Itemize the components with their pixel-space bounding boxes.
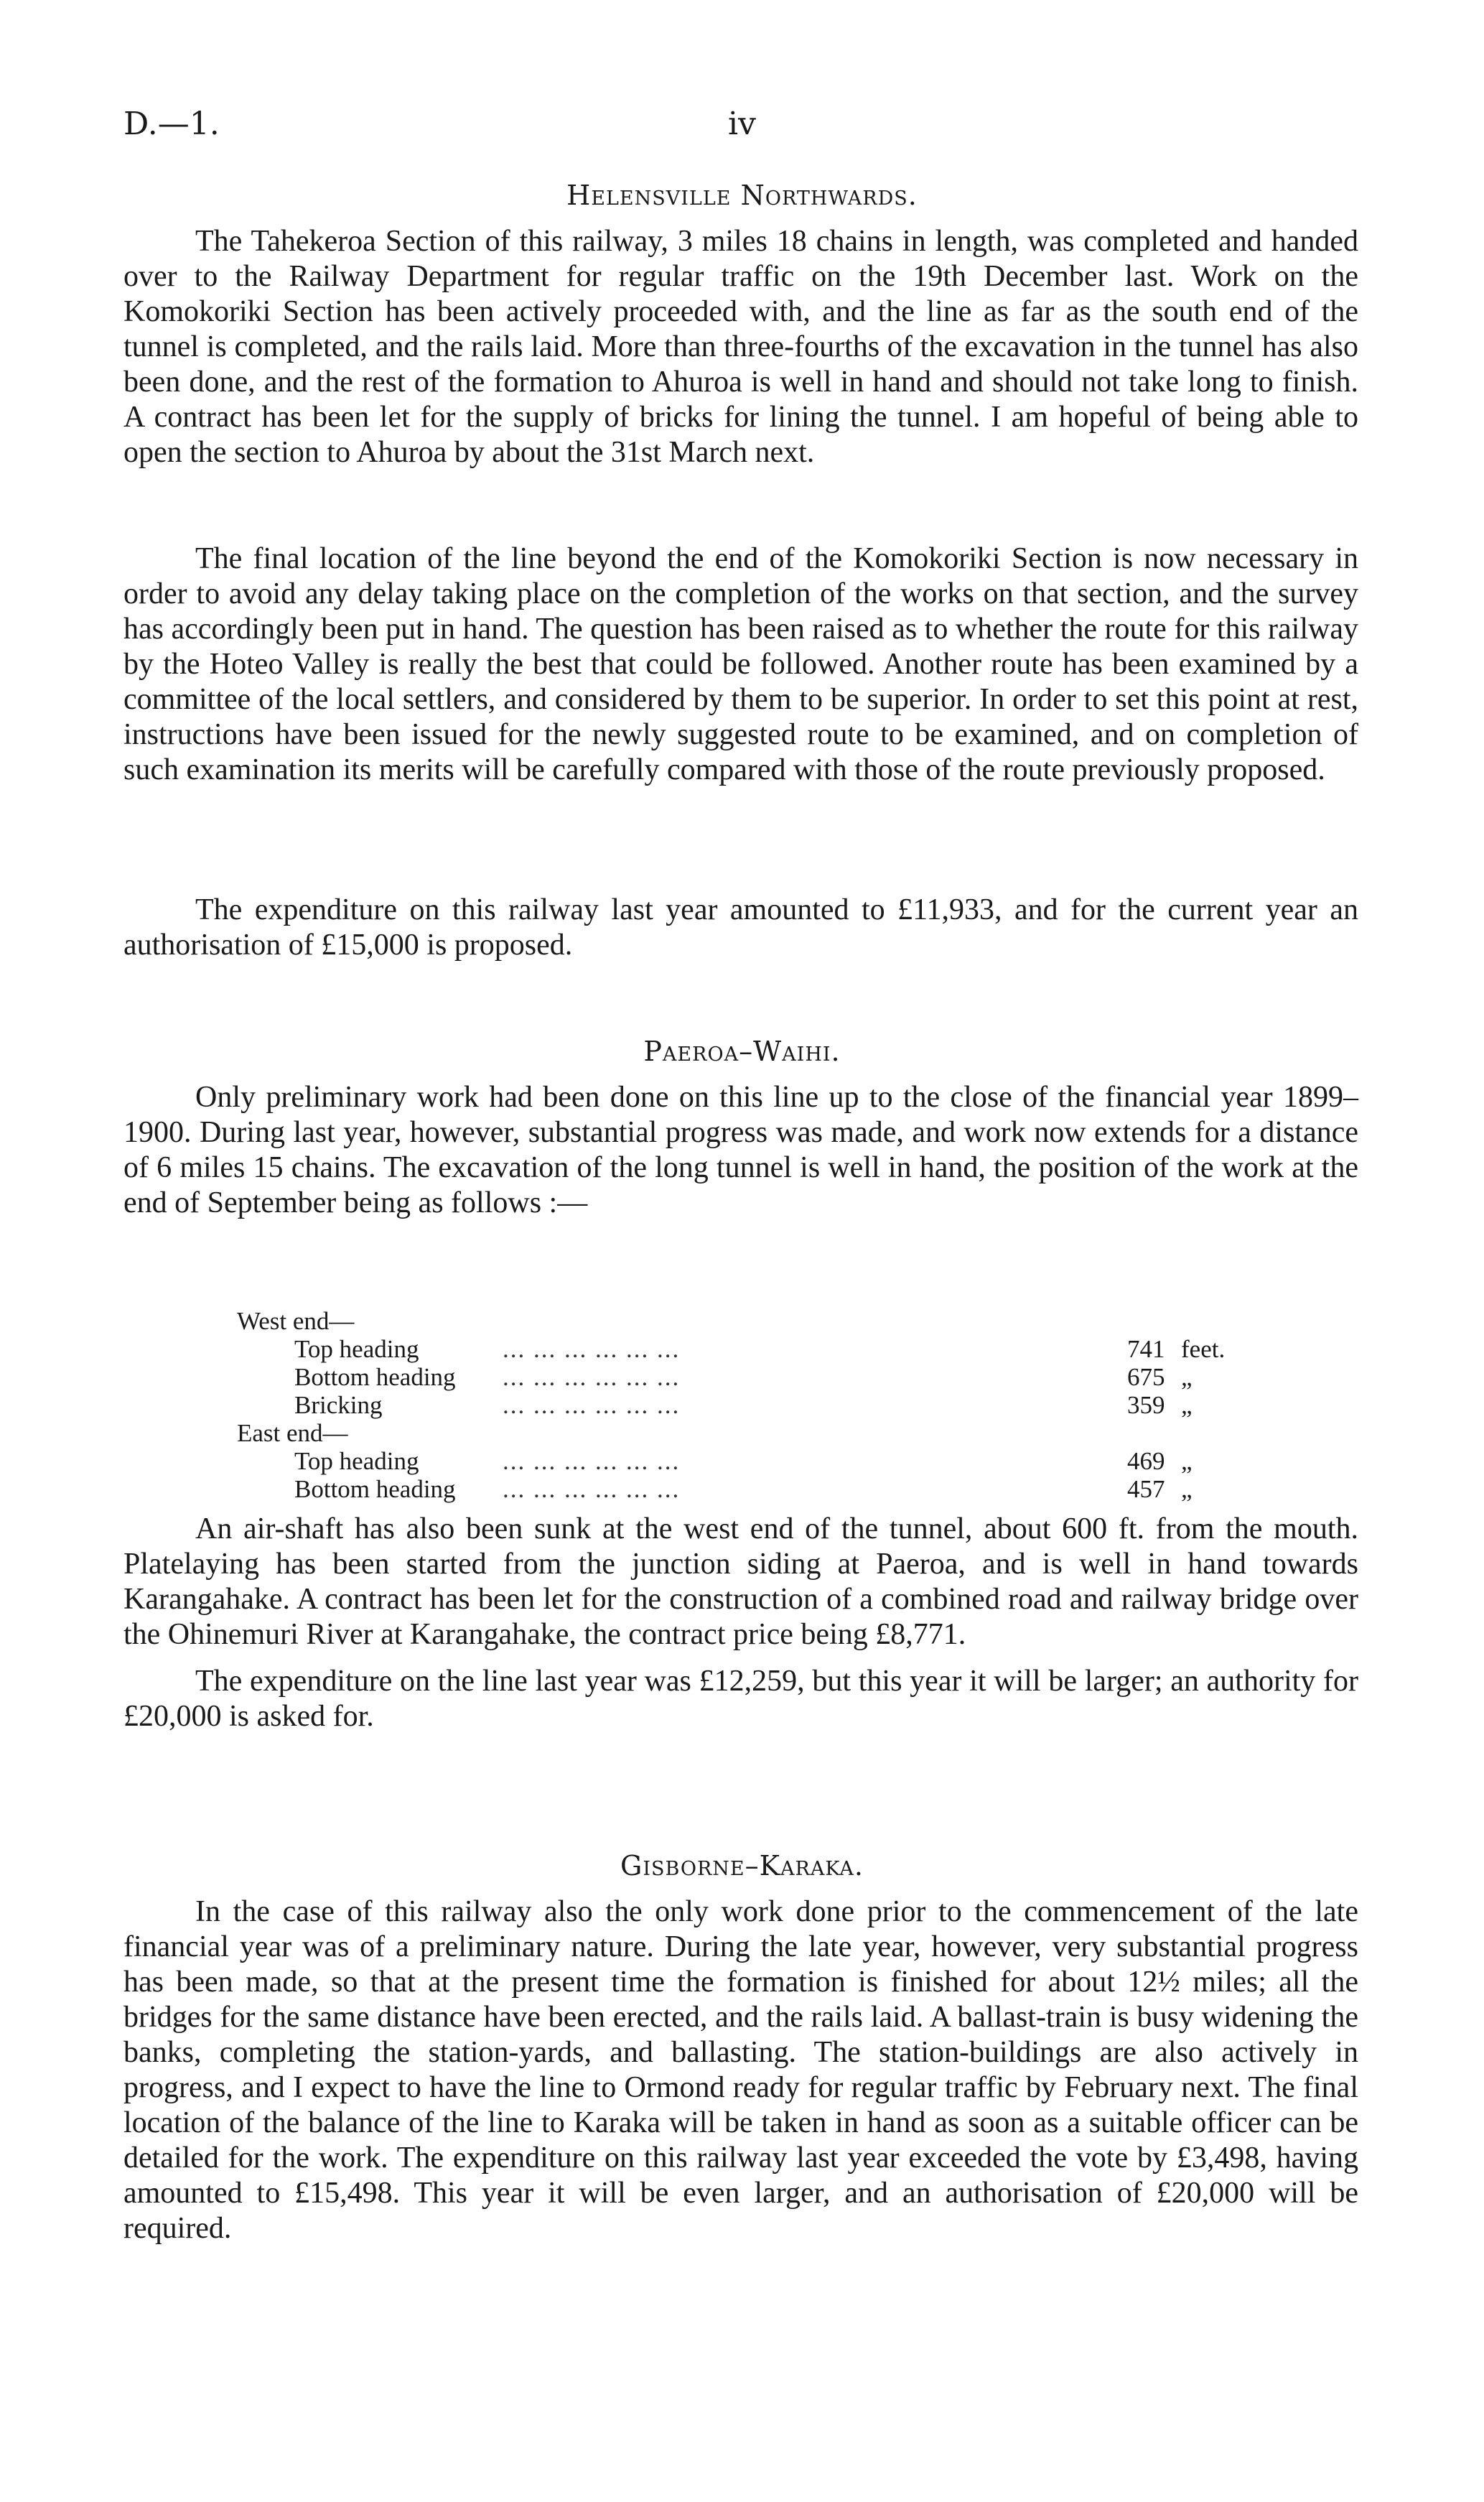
row-label: Bottom heading [294,1475,456,1503]
row-unit: „ [1181,1447,1193,1475]
row-value: 741 [1127,1335,1165,1363]
paragraph: An air-shaft has also been sunk at the west end of the tunnel, about 600 ft. from the mouth. Platelaying has been started from the junction siding at Paeroa, and is well in hand towards Karangahake. A contract has been let for the construction of a combined road and railway bridge over the Ohinemuri River at Karangahake, the contract price being £8,771. [123,1512,1358,1651]
row-label: Bottom heading [294,1363,456,1391]
row-label: Top heading [294,1447,419,1475]
row-value: 457 [1127,1475,1165,1503]
section-heading-paeroa-waihi: Paeroa–Waihi. [643,1036,841,1067]
paragraph: The expenditure on this railway last year amounted to £11,933, and for the current year an authorisation of £15,000 is proposed. [123,893,1358,962]
row-label: Top heading [294,1335,419,1363]
table-group-heading [237,1307,1278,1335]
leader-dots: ... ... ... ... ... ... [503,1475,681,1503]
paragraph: The expenditure on the line last year was £12,259, but this year it will be larger; an authority for £20,000 is asked for. [123,1665,1358,1733]
leader-dots: ... ... ... ... ... ... [503,1391,681,1419]
paragraph: The final location of the line beyond the end of the Komokoriki Section is now necessary in order to avoid any delay taking place on the completion of the works on that section, and the survey has accordingly been put in hand. The question has been raised as to whether the route for this railway by the Hoteo Valley is really the best that could be followed. Another route has been examined by a committee of the local settlers, and considered by them to be superior. In order to set this point at rest, instructions have been issued for the newly suggested route to be examined, and on completion of such examination its merits will be carefully compared with those of the route previously proposed. [123,542,1358,786]
page-number: iv [728,106,756,142]
row-label: Bricking [294,1391,383,1419]
table-row [237,1447,1278,1475]
table-group-heading [237,1419,1278,1447]
table-row [237,1475,1278,1503]
table-row [237,1335,1278,1363]
row-unit: feet. [1181,1335,1226,1363]
group-label: West end— [237,1307,355,1335]
group-label: East end— [237,1419,348,1447]
table-row [237,1391,1278,1419]
section-heading-helensville: Helensville Northwards. [566,180,918,211]
document-reference: D.—1. [123,106,220,142]
row-value: 469 [1127,1447,1165,1475]
leader-dots: ... ... ... ... ... ... [503,1363,681,1391]
tunnel-progress-table [237,1307,1278,1503]
section-heading-gisborne-karaka: Gisborne–Karaka. [620,1850,864,1882]
row-unit: „ [1181,1363,1193,1391]
leader-dots: ... ... ... ... ... ... [503,1335,681,1363]
paragraph: In the case of this railway also the only work done prior to the commencement of the late financial year was of a preliminary nature. During the late year, however, very substantial progress has been made, so that at the present time the formation is finished for about 12½ miles; all the bridges for the same distance have been erected, and the rails laid. A ballast-train is busy widening the banks, completing the station-yards, and ballasting. The station-buildings are also actively in progress, and I expect to have the line to Ormond ready for regular traffic by February next. The final location of the balance of the line to Karaka will be taken in hand as soon as a suitable officer can be detailed for the work. The expenditure on this railway last year exceeded the vote by £3,498, having amounted to £15,498. This year it will be even larger, and an authorisation of £20,000 will be required. [123,1895,1358,2245]
row-unit: „ [1181,1391,1193,1419]
row-value: 675 [1127,1363,1165,1391]
row-unit: „ [1181,1475,1193,1503]
paragraph: Only preliminary work had been done on this line up to the close of the financial year 1899–1900. During last year, however, substantial progress was made, and work now extends for a distance of 6 miles 15 chains. The excavation of the long tunnel is well in hand, the position of the work at the end of September being as follows :— [123,1081,1358,1219]
table-row [237,1363,1278,1391]
leader-dots: ... ... ... ... ... ... [503,1447,681,1475]
paragraph: The Tahekeroa Section of this railway, 3 miles 18 chains in length, was completed and handed over to the Railway Department for regular traffic on the 19th December last. Work on the Komokoriki Section has been actively proceeded with, and the line as far as the south end of the tunnel is completed, and the rails laid. More than three-fourths of the excavation in the tunnel has also been done, and the rest of the formation to Ahuroa is well in hand and should not take long to finish. A contract has been let for the supply of bricks for lining the tunnel. I am hopeful of being able to open the section to Ahuroa by about the 31st March next. [123,225,1358,469]
row-value: 359 [1127,1391,1165,1419]
